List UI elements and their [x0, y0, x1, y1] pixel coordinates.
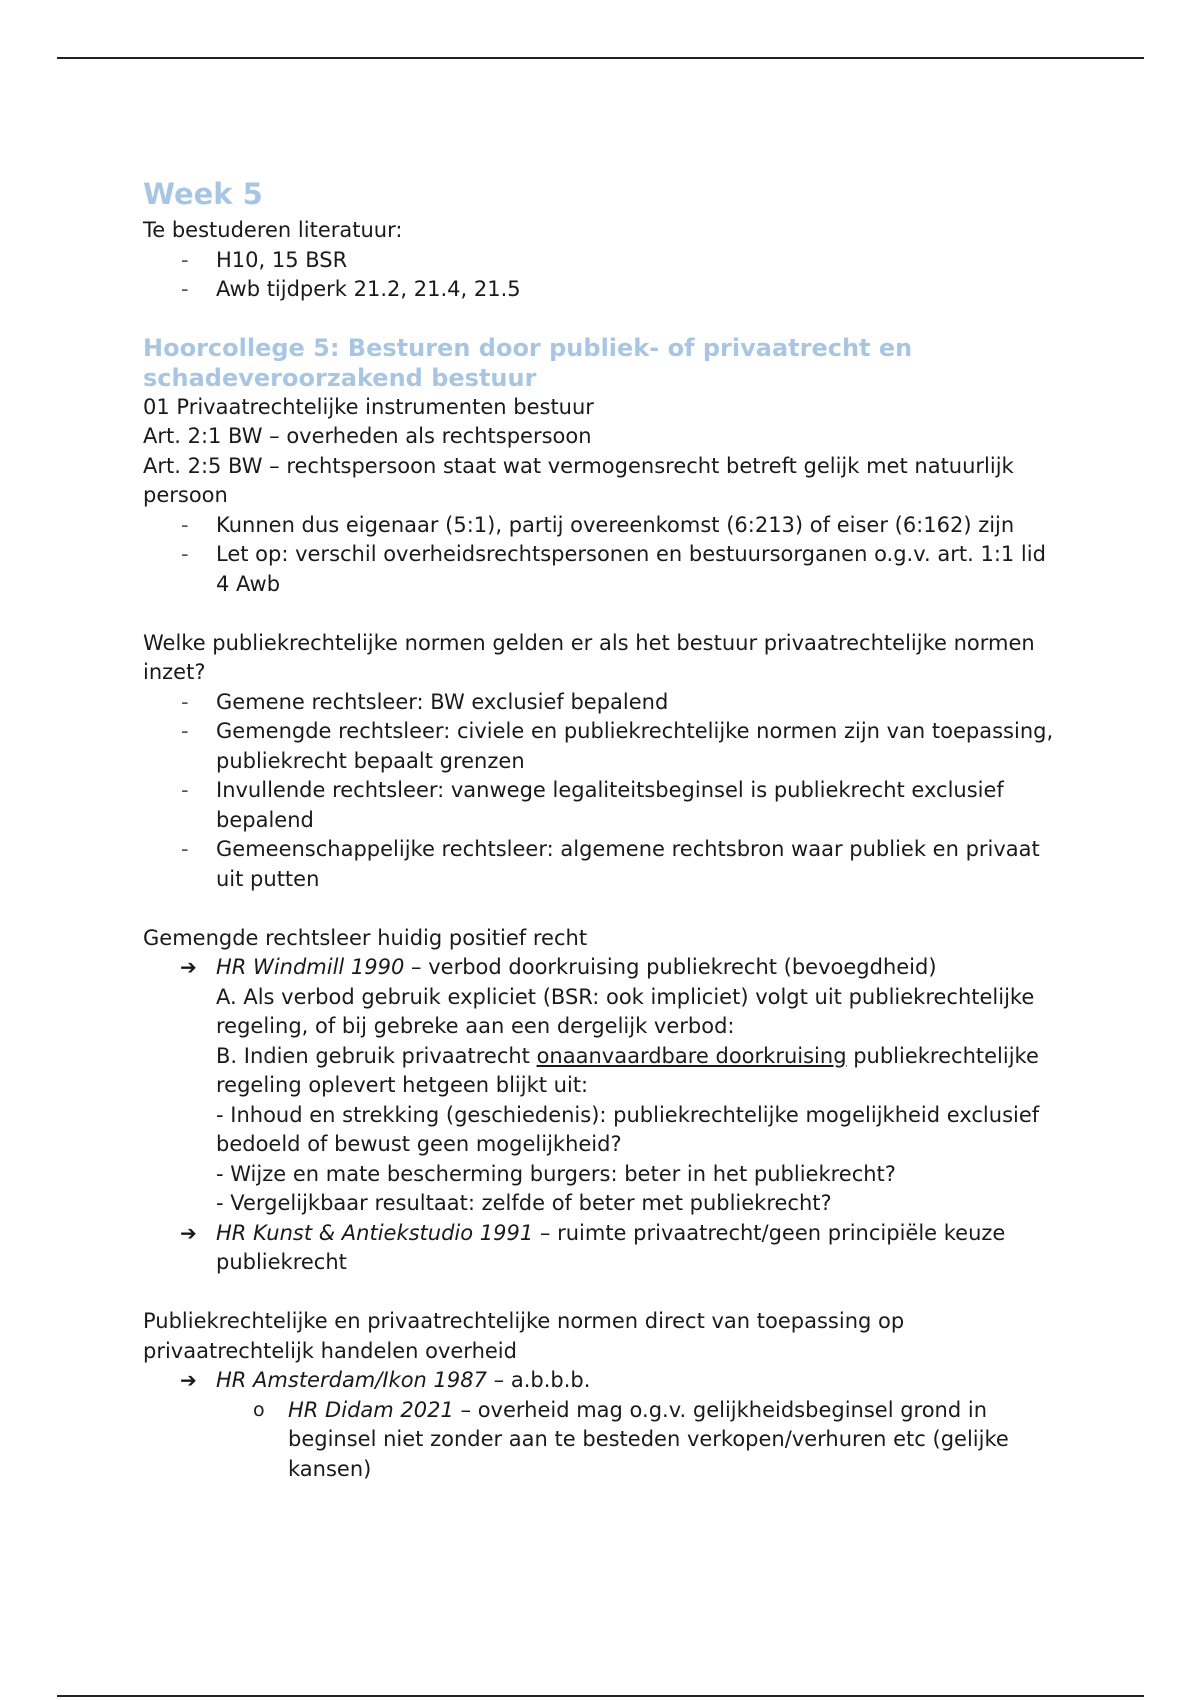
list-item: - Awb tijdperk 21.2, 21.4, 21.5: [143, 275, 1063, 305]
list-item: - Let op: verschil overheidsrechtspersonen en bestuursorganen o.g.v. art. 1:1 lid 4 Awb: [143, 540, 1063, 599]
week-title: Week 5: [143, 177, 263, 211]
section-heading: Gemengde rechtsleer huidig positief recht: [143, 925, 588, 950]
lecture-title: Hoorcollege 5: Besturen door publiek- of privaatrecht en schadeveroorzakend bestuur: [143, 333, 913, 392]
list-item: - Gemene rechtsleer: BW exclusief bepalend: [143, 688, 1063, 718]
case-item: [143, 953, 1063, 983]
list-item: - Kunnen dus eigenaar (5:1), partij overeenkomst (6:213) of eiser (6:162) zijn: [143, 511, 1063, 541]
case-name: HR Windmill 1990: [216, 955, 405, 979]
bullet-list: [143, 688, 1063, 895]
case-name: HR Kunst & Antiekstudio 1991: [216, 1220, 534, 1245]
case-description: – ruimte privaatrecht/geen principiële keuze publiekrecht: [216, 1220, 1006, 1274]
case-name: HR Didam 2021: [288, 1397, 454, 1422]
list-item: - Gemengde rechtsleer: civiele en publiekrechtelijke normen zijn van toepassing, publiekrecht bepaalt grenzen: [143, 717, 1063, 776]
case-detail: - Inhoud en strekking (geschiedenis): publiekrechtelijke mogelijkheid exclusief bedoeld of bewust geen mogelijkheid?: [216, 1102, 1040, 1156]
case-item: [143, 1366, 1063, 1396]
literature-list: [143, 246, 1063, 305]
case-detail: A. Als verbod gebruik expliciet (BSR: ook impliciet) volgt uit publiekrechtelijke regeling, of bij gebreke aan een dergelijk verbod:: [216, 984, 1035, 1038]
case-description: – overheid mag o.g.v. gelijkheidsbeginsel grond in beginsel niet zonder aan te besteden verkopen/verhuren etc (gelijke kansen): [288, 1397, 1009, 1481]
case-detail: B. Indien gebruik privaatrecht onaanvaardbare doorkruising publiekrechtelijke regeling oplevert hetgeen blijkt uit:: [216, 1043, 1039, 1097]
document-body: [143, 176, 1063, 1484]
case-list: [143, 953, 1063, 1278]
case-subitem: [143, 1396, 1063, 1485]
case-item: [143, 1219, 1063, 1278]
case-list: [143, 1366, 1063, 1484]
section-line: Art. 2:5 BW – rechtspersoon staat wat vermogensrecht betreft gelijk met natuurlijk persoon: [143, 453, 1014, 507]
list-item: - H10, 15 BSR: [143, 246, 1063, 276]
section-heading: Publiekrechtelijke en privaatrechtelijke normen direct van toepassing op privaatrechtelijk handelen overheid: [143, 1309, 905, 1363]
list-item: - Gemeenschappelijke rechtsleer: algemene rechtsbron waar publiek en privaat uit putten: [143, 835, 1063, 894]
question-text: Welke publiekrechtelijke normen gelden er als het bestuur privaatrechtelijke normen inzet?: [143, 630, 1035, 684]
case-name: HR Amsterdam/Ikon 1987: [216, 1368, 487, 1392]
literature-intro: Te bestuderen literatuur:: [143, 218, 403, 242]
list-item: - Invullende rechtsleer: vanwege legaliteitsbeginsel is publiekrecht exclusief bepalend: [143, 776, 1063, 835]
case-detail: - Vergelijkbaar resultaat: zelfde of beter met publiekrecht?: [216, 1191, 832, 1215]
section-line: 01 Privaatrechtelijke instrumenten bestuur: [143, 394, 594, 419]
footer-rule: [57, 1695, 1144, 1697]
underlined-term: onaanvaardbare doorkruising: [536, 1043, 847, 1068]
case-detail: - Wijze en mate bescherming burgers: beter in het publiekrecht?: [216, 1161, 896, 1186]
header-rule: [57, 57, 1144, 59]
section-line: Art. 2:1 BW – overheden als rechtspersoon: [143, 424, 592, 448]
case-description: – verbod doorkruising publiekrecht (bevoegdheid): [404, 955, 937, 979]
bullet-list: [143, 511, 1063, 600]
case-description: – a.b.b.b.: [486, 1368, 591, 1392]
